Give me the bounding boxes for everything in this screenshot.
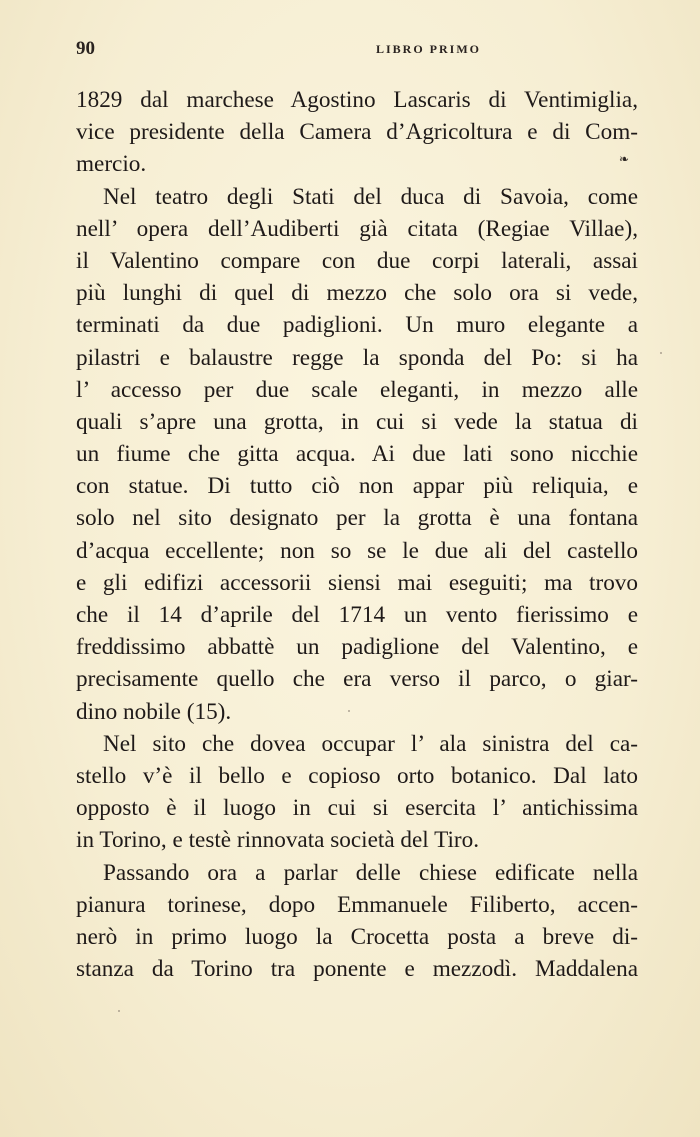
text-line: un fiume che gitta acqua. Ai due lati sono nicchie [76,441,638,468]
running-head [76,38,636,62]
text-line: con statue. Di tutto ciò non appar più reliquia, e [76,473,638,500]
text-line: che il 14 d’aprile del 1714 un vento fierissimo e [76,602,638,628]
text-line: 1829 dal marchese Agostino Lascaris di Ventimiglia, [76,87,638,113]
paragraph-1 [76,84,638,181]
text-line: nell’ opera dell’Audiberti già citata (Regiae Villae), [76,215,638,242]
text-line: mercio. [76,151,147,178]
text-line: l’ accesso per due scale eleganti, in mezzo alle [76,376,638,403]
text-line: più lunghi di quel di mezzo che solo ora si vede, [76,280,638,307]
text-line: terminati da due padiglioni. Un muro elegante a [76,312,638,339]
text-line: precisamente quello che era verso il parco, o giar- [76,666,638,693]
text-line: quali s’apre una grotta, in cui si vede la statua di [76,408,638,435]
text-line: in Torino, e testè rinnovata società del Tiro. [76,827,480,854]
text-line: Nel teatro degli Stati del duca di Savoia, come [103,183,638,210]
text-line: vice presidente della Camera d’Agricoltura e di Com- [76,119,638,146]
paper-speck [348,710,350,712]
page-number: 90 [76,38,95,59]
text-line: il Valentino compare con due corpi laterali, assai [76,247,638,274]
text-line: Passando ora a parlar delle chiese edificate nella [103,859,638,886]
body-text [76,84,638,985]
text-line: e gli edifizi accessorii siensi mai eseguiti; ma trovo [76,569,638,596]
text-line: stello v’è il bello e copioso orto botanico. Dal lato [76,762,638,789]
ornament-mark: ❧ [619,152,630,166]
text-line: pilastri e balaustre regge la sponda del Po: si ha [76,344,638,371]
paper-speck [118,1010,120,1012]
text-line: freddissimo abbattè un padiglione del Valentino, e [76,634,638,661]
text-line: pianura torinese, dopo Emmanuele Filiberto, accen- [76,891,638,918]
text-line: opposto è il luogo in cui si esercita l’ antichissima [76,795,638,822]
text-line: stanza da Torino tra ponente e mezzodì. Maddalena [76,956,638,983]
running-title: LIBRO PRIMO [376,42,482,56]
paragraph-3 [76,728,638,857]
text-line: Nel sito che dovea occupar l’ ala sinistra del ca- [103,730,638,757]
text-line: d’acqua eccellente; non so se le due ali del castello [76,537,638,564]
paper-speck [660,352,662,354]
text-line: nerò in primo luogo la Crocetta posta a breve di- [76,923,638,950]
text-line: dino nobile (15). [76,698,232,725]
paragraph-2 [76,181,638,728]
text-line: solo nel sito designato per la grotta è una fontana [76,505,638,532]
paragraph-4 [76,857,638,986]
